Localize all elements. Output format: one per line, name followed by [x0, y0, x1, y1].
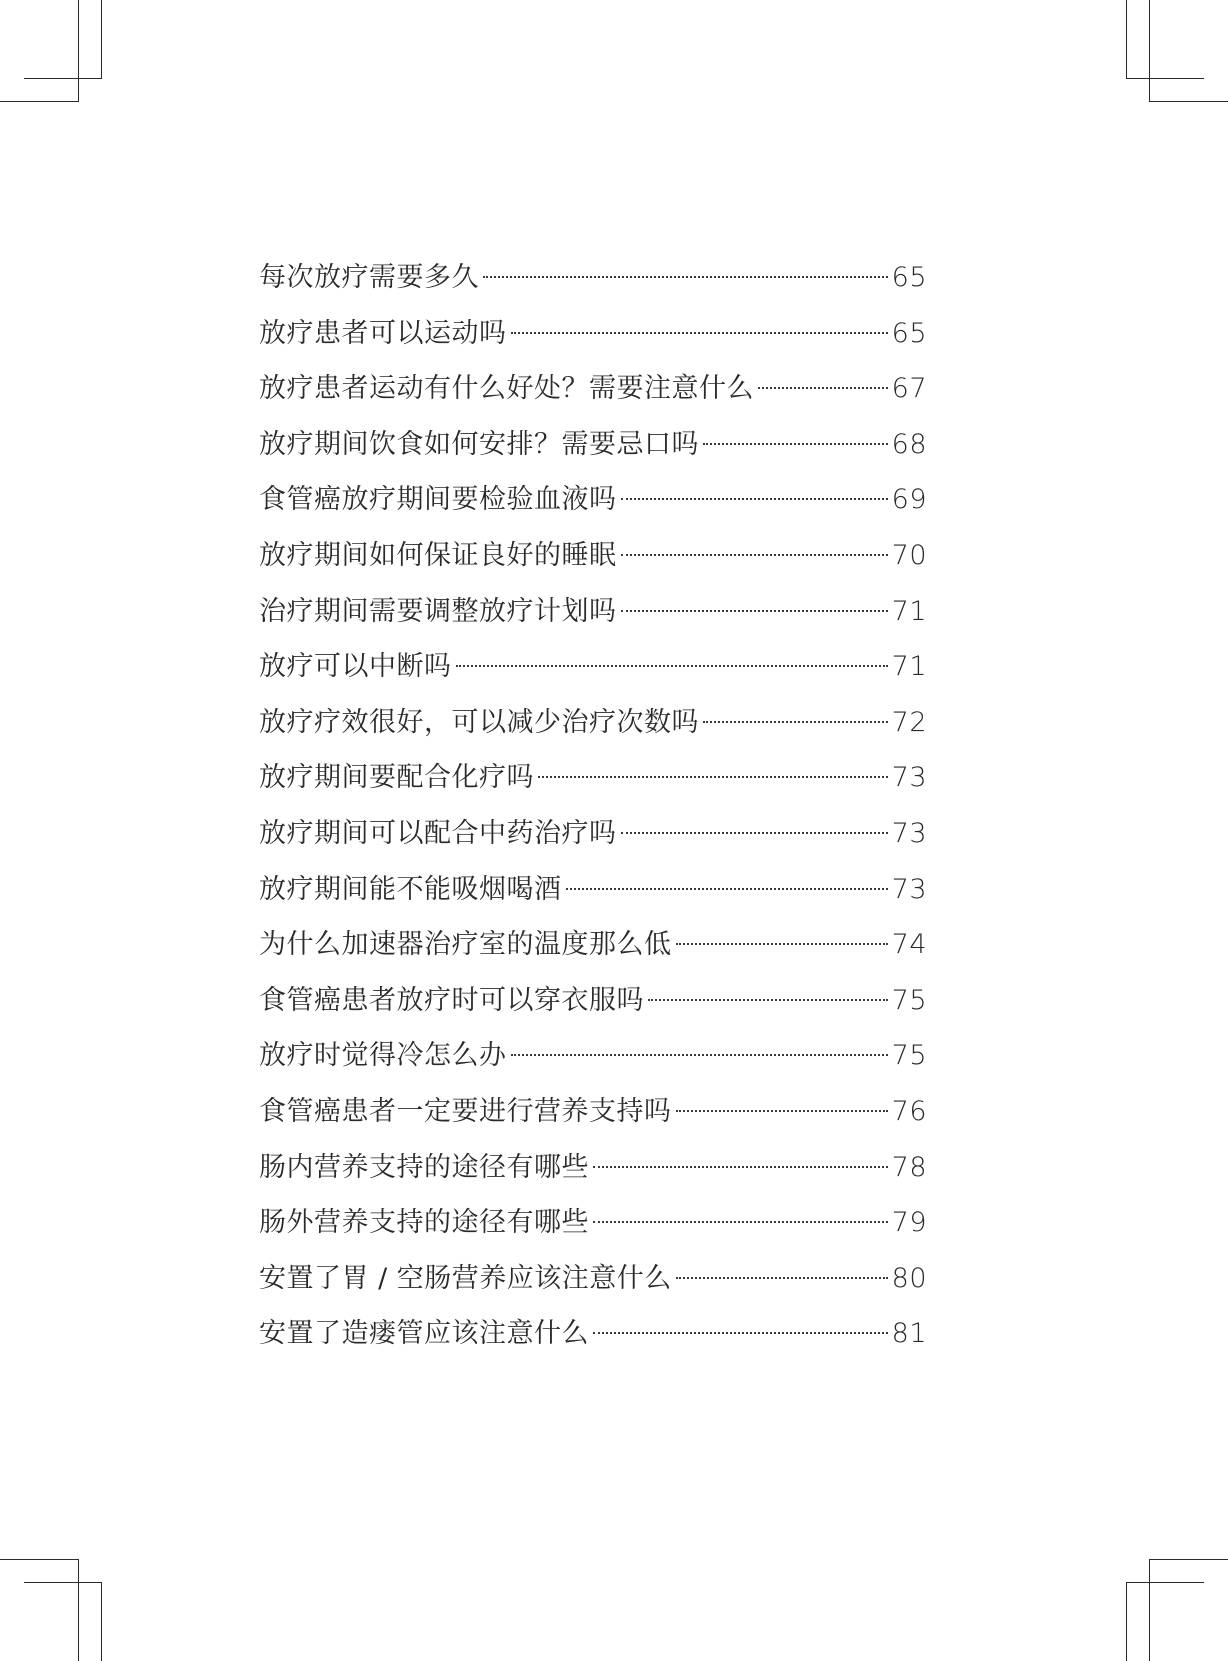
toc-entry-page: 75	[891, 1040, 927, 1072]
toc-leader-dots	[511, 332, 888, 334]
toc-entry[interactable]	[259, 862, 927, 918]
toc-entry-page: 65	[891, 262, 927, 293]
crop-mark-bottom-right-outer-h	[1149, 1559, 1228, 1560]
toc-entry-title: 安置了造瘘管应该注意什么	[259, 1318, 589, 1350]
toc-leader-dots	[511, 1054, 888, 1056]
toc-entry[interactable]	[259, 306, 927, 362]
toc-entry[interactable]	[259, 361, 927, 417]
crop-mark-top-left-inner-v	[101, 0, 102, 79]
toc-entry-title: 食管癌放疗期间要检验血液吗	[259, 484, 617, 516]
toc-entry-title: 放疗期间可以配合中药治疗吗	[259, 817, 617, 849]
toc-entry-title: 肠外营养支持的途径有哪些	[259, 1207, 589, 1239]
crop-mark-bottom-left-outer-h	[0, 1559, 79, 1560]
toc-entry-page: 78	[891, 1151, 927, 1183]
toc-leader-dots	[593, 1166, 888, 1168]
crop-mark-top-left-outer-h	[0, 101, 79, 102]
toc-entry-title: 放疗疗效很好，可以减少治疗次数吗	[259, 706, 699, 738]
toc-leader-dots	[621, 554, 888, 556]
toc-entry-title: 为什么加速器治疗室的温度那么低	[259, 929, 672, 961]
toc-entry[interactable]	[259, 806, 927, 862]
crop-mark-bottom-left-inner-v	[101, 1582, 102, 1661]
toc-entry[interactable]	[259, 472, 927, 528]
toc-entry-title: 安置了胃 / 空肠营养应该注意什么	[259, 1262, 672, 1294]
toc-entry[interactable]	[259, 1306, 927, 1362]
toc-leader-dots	[703, 443, 888, 445]
toc-leader-dots	[703, 721, 888, 723]
toc-leader-dots	[676, 1110, 888, 1112]
toc-entry-page: 70	[891, 539, 927, 571]
toc-entry-title: 放疗患者可以运动吗	[259, 317, 507, 349]
toc-entry-title: 放疗期间如何保证良好的睡眠	[259, 539, 617, 571]
toc-leader-dots	[758, 387, 888, 389]
toc-entry-page: 81	[891, 1318, 927, 1350]
toc-entry-page: 79	[891, 1207, 927, 1239]
toc-entry-title: 食管癌患者一定要进行营养支持吗	[259, 1095, 672, 1127]
toc-leader-dots	[676, 943, 888, 945]
toc-entry-title: 放疗期间能不能吸烟喝酒	[259, 873, 562, 905]
toc-entry[interactable]	[259, 528, 927, 584]
toc-entry-page: 73	[891, 817, 927, 849]
toc-leader-dots	[621, 832, 888, 834]
crop-mark-bottom-right-outer-v	[1149, 1559, 1150, 1661]
toc-entry-page: 67	[891, 373, 927, 405]
toc-entry-page: 80	[891, 1262, 927, 1294]
crop-mark-bottom-left-outer-v	[78, 1559, 79, 1661]
toc-leader-dots	[621, 610, 888, 612]
toc-entry-title: 肠内营养支持的途径有哪些	[259, 1151, 589, 1183]
toc-entry[interactable]	[259, 750, 927, 806]
toc-entry-title: 放疗期间要配合化疗吗	[259, 762, 534, 794]
toc-leader-dots	[593, 1221, 888, 1223]
table-of-contents	[259, 250, 927, 1362]
toc-leader-dots	[648, 999, 888, 1001]
toc-entry-page: 73	[891, 873, 927, 905]
toc-entry-title: 放疗期间饮食如何安排？需要忌口吗	[259, 428, 699, 460]
toc-entry-title: 食管癌患者放疗时可以穿衣服吗	[259, 984, 644, 1016]
toc-entry[interactable]	[259, 584, 927, 640]
crop-mark-top-right-inner-h	[1126, 78, 1204, 79]
toc-leader-dots	[593, 1332, 888, 1334]
toc-leader-dots	[566, 888, 888, 890]
toc-entry-page: 71	[891, 595, 927, 627]
toc-entry-page: 74	[891, 929, 927, 961]
crop-mark-top-left-inner-h	[24, 78, 102, 79]
crop-mark-top-left-outer-v	[78, 0, 79, 102]
crop-mark-bottom-right-inner-h	[1126, 1582, 1204, 1583]
toc-entry[interactable]	[259, 639, 927, 695]
crop-mark-bottom-left-inner-h	[24, 1582, 102, 1583]
toc-entry-title: 放疗可以中断吗	[259, 651, 452, 683]
toc-entry[interactable]	[259, 695, 927, 751]
toc-entry[interactable]	[259, 973, 927, 1029]
toc-entry-title: 治疗期间需要调整放疗计划吗	[259, 595, 617, 627]
toc-leader-dots	[538, 776, 888, 778]
toc-entry[interactable]	[259, 1251, 927, 1307]
toc-entry[interactable]	[259, 250, 927, 306]
toc-entry-page: 71	[891, 651, 927, 683]
toc-entry[interactable]	[259, 1028, 927, 1084]
toc-entry-page: 76	[891, 1095, 927, 1127]
toc-entry-page: 73	[891, 762, 927, 794]
crop-mark-top-right-inner-v	[1126, 0, 1127, 79]
toc-entry-page: 69	[891, 484, 927, 516]
toc-entry[interactable]	[259, 1140, 927, 1196]
toc-entry[interactable]	[259, 417, 927, 473]
toc-leader-dots	[621, 498, 888, 500]
toc-entry[interactable]	[259, 917, 927, 973]
toc-entry[interactable]	[259, 1195, 927, 1251]
crop-mark-top-right-outer-v	[1149, 0, 1150, 102]
toc-entry[interactable]	[259, 1084, 927, 1140]
toc-leader-dots	[676, 1277, 888, 1279]
toc-entry-page: 75	[891, 984, 927, 1016]
toc-leader-dots	[483, 276, 888, 278]
toc-entry-title: 放疗患者运动有什么好处？需要注意什么	[259, 373, 754, 405]
toc-entry-page: 68	[891, 428, 927, 460]
toc-entry-title: 每次放疗需要多久	[259, 262, 479, 293]
crop-mark-bottom-right-inner-v	[1126, 1582, 1127, 1661]
crop-mark-top-right-outer-h	[1149, 101, 1228, 102]
toc-entry-title: 放疗时觉得冷怎么办	[259, 1040, 507, 1072]
toc-entry-page: 72	[891, 706, 927, 738]
toc-entry-page: 65	[891, 317, 927, 349]
toc-leader-dots	[456, 665, 888, 667]
